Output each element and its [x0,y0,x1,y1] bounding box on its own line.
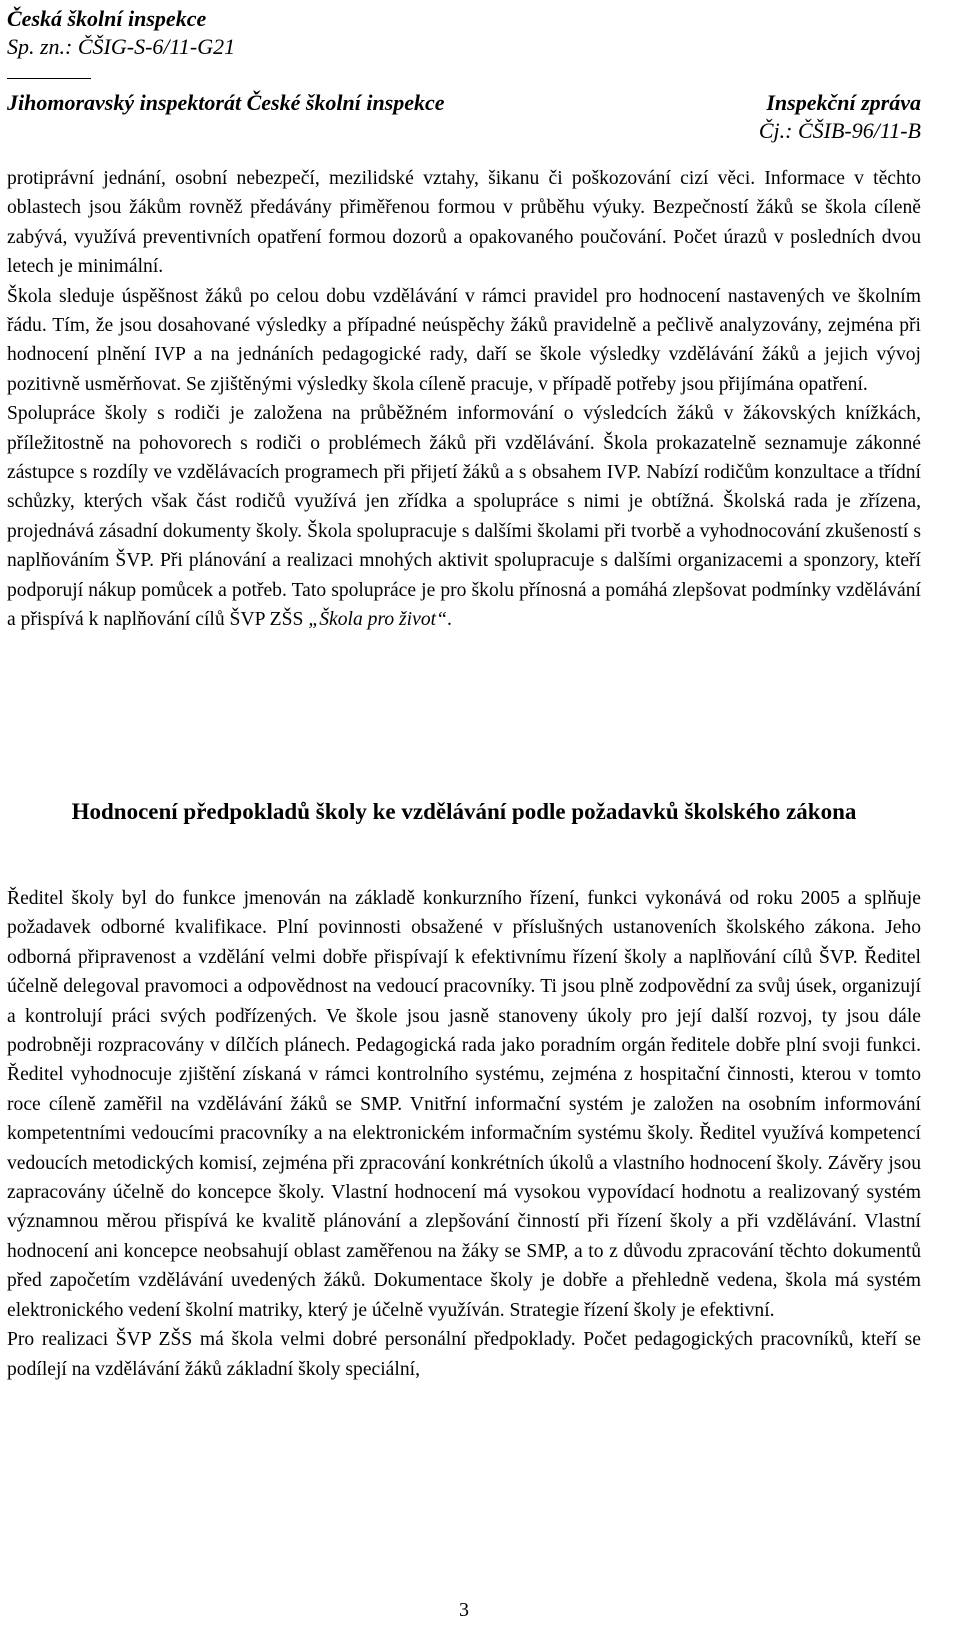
header-organization: Česká školní inspekce [7,6,207,31]
paragraph-management: Ředitel školy byl do funkce jmenován na základě konkurzního řízení, funkci vykonává od roku 2005 a splňuje požadavek odborné kvalifikace. Plní povinnosti obsažené v příslušných ustanoveních školského zákona. Jeho odborná připravenost a vzdělání velmi dobře přispívají k efektivnímu řízení školy a naplňování cílů ŠVP. Ředitel účelně delegoval pravomoci a odpovědnost na vedoucí pracovníky. Ti jsou plně zodpovědní za svůj úsek, organizují a kontrolují práci svých podřízených. Ve škole jsou jasně stanoveny úkoly pro její další rozvoj, ty jsou dále podrobněji rozpracovány v dílčích plánech. Pedagogická rada jako poradním orgán ředitele dobře plní svoji funkci. Ředitel vyhodnocuje zjištění získaná v rámci kontrolního systému, zejména z hospitační činnosti, kterou v tomto roce cíleně zaměřil na vzdělávání žáků se SMP. Vnitřní informační systém je založen na osobním informování kompetentními vedoucími pracovníky a na elektronickém informačním systému školy. Ředitel využívá kompetencí vedoucích metodických komisí, zejména při zpracování konkrétních úkolů a vlastního hodnocení školy. Závěry jsou zapracovány účelně do koncepce školy. Vlastní hodnocení má vysokou vypovídací hodnotu a realizovaný systém významnou měrou přispívá ke kvalitě plánování a zlepšování činností při řízení školy a při vzdělávání. Vlastní hodnocení ani koncepce neobsahují oblast zaměřenou na žáky se SMP, a to z důvodu zpracování těchto dokumentů před započetím vzdělávání uvedených žáků. Dokumentace školy je dobře a přehledně vedena, škola má systém elektronického vedení školní matriky, který je účelně využíván. Strategie řízení školy je efektivní. [7,888,921,1321]
header-divider [7,78,91,79]
header-case-number: Čj.: ČŠIB-96/11-B [758,118,921,143]
section-body-2 [7,884,921,1384]
header-inspectorate: Jihomoravský inspektorát České školní inspekce [7,90,445,115]
paragraph-results: Škola sleduje úspěšnost žáků po celou dobu vzdělávání v rámci pravidel pro hodnocení nastavených ve školním řádu. Tím, že jsou dosahované výsledky a případné neúspěchy žáků pravidelně a pečlivě analyzovány, zejména při hodnocení plnění IVP a na jednáních pedagogické rady, daří se škole výsledky vzdělávání žáků a jejich vývoj pozitivně usměrňovat. Se zjištěnými výsledky škola cíleně pracuje, v případě potřeby jsou přijímána opatření. [7,285,921,395]
header-document-type: Inspekční zpráva [766,90,921,115]
paragraph-parents [7,399,921,634]
page-number: 3 [459,1599,469,1621]
paragraph-safety: protiprávní jednání, osobní nebezpečí, mezilidské vztahy, šikanu či poškozování cizí věci. Informace v těchto oblastech jsou žákům rovněž předávány přiměřenou formou v průběhu výuky. Bezpečností žáků se škola cíleně zabývá, využívá preventivních opatření formou dozorů a opakovaného poučování. Počet úrazů v posledních dvou letech je minimální. [7,168,921,278]
program-title: „Škola pro život“ [308,609,447,631]
section-body-1 [7,164,921,635]
paragraph-parents-text: Spolupráce školy s rodiči je založena na průběžném informování o výsledcích žáků v žákovských knížkách, příležitostně na pohovorech s rodiči o problémech žáků při vzdělávání. Škola prokazatelně seznamuje zákonné zástupce s rozdíly ve vzdělávacích programech při přijetí žáků a s obsahem IVP. Nabízí rodičům konzultace a třídní schůzky, kterých však část rodičů využívá jen zřídka a spolupráce s nimi je obtížná. Školská rada je zřízena, projednává zásadní dokumenty školy. Škola spolupracuje s dalšími školami při tvorbě a vyhodnocování zkušeností s naplňováním ŠVP. Při plánování a realizaci mnohých aktivit spolupracuje s dalšími organizacemi a sponzory, kteří podporují nákup pomůcek a potřeb. Tato spolupráce je pro školu přínosná a pomáhá zlepšovat podmínky vzdělávání a přispívá k naplňování cílů ŠVP ZŠS [7,403,921,631]
header-reference-number: Sp. zn.: ČŠIG-S-6/11-G21 [7,34,236,59]
section-heading: Hodnocení předpokladů školy ke vzdělávání podle požadavků školského zákona [71,799,857,824]
paragraph-staff: Pro realizaci ŠVP ZŠS má škola velmi dobré personální předpoklady. Počet pedagogických pracovníků, kteří se podílejí na vzdělávání žáků základní školy speciální, [7,1329,921,1380]
paragraph-parents-end: . [446,609,452,631]
